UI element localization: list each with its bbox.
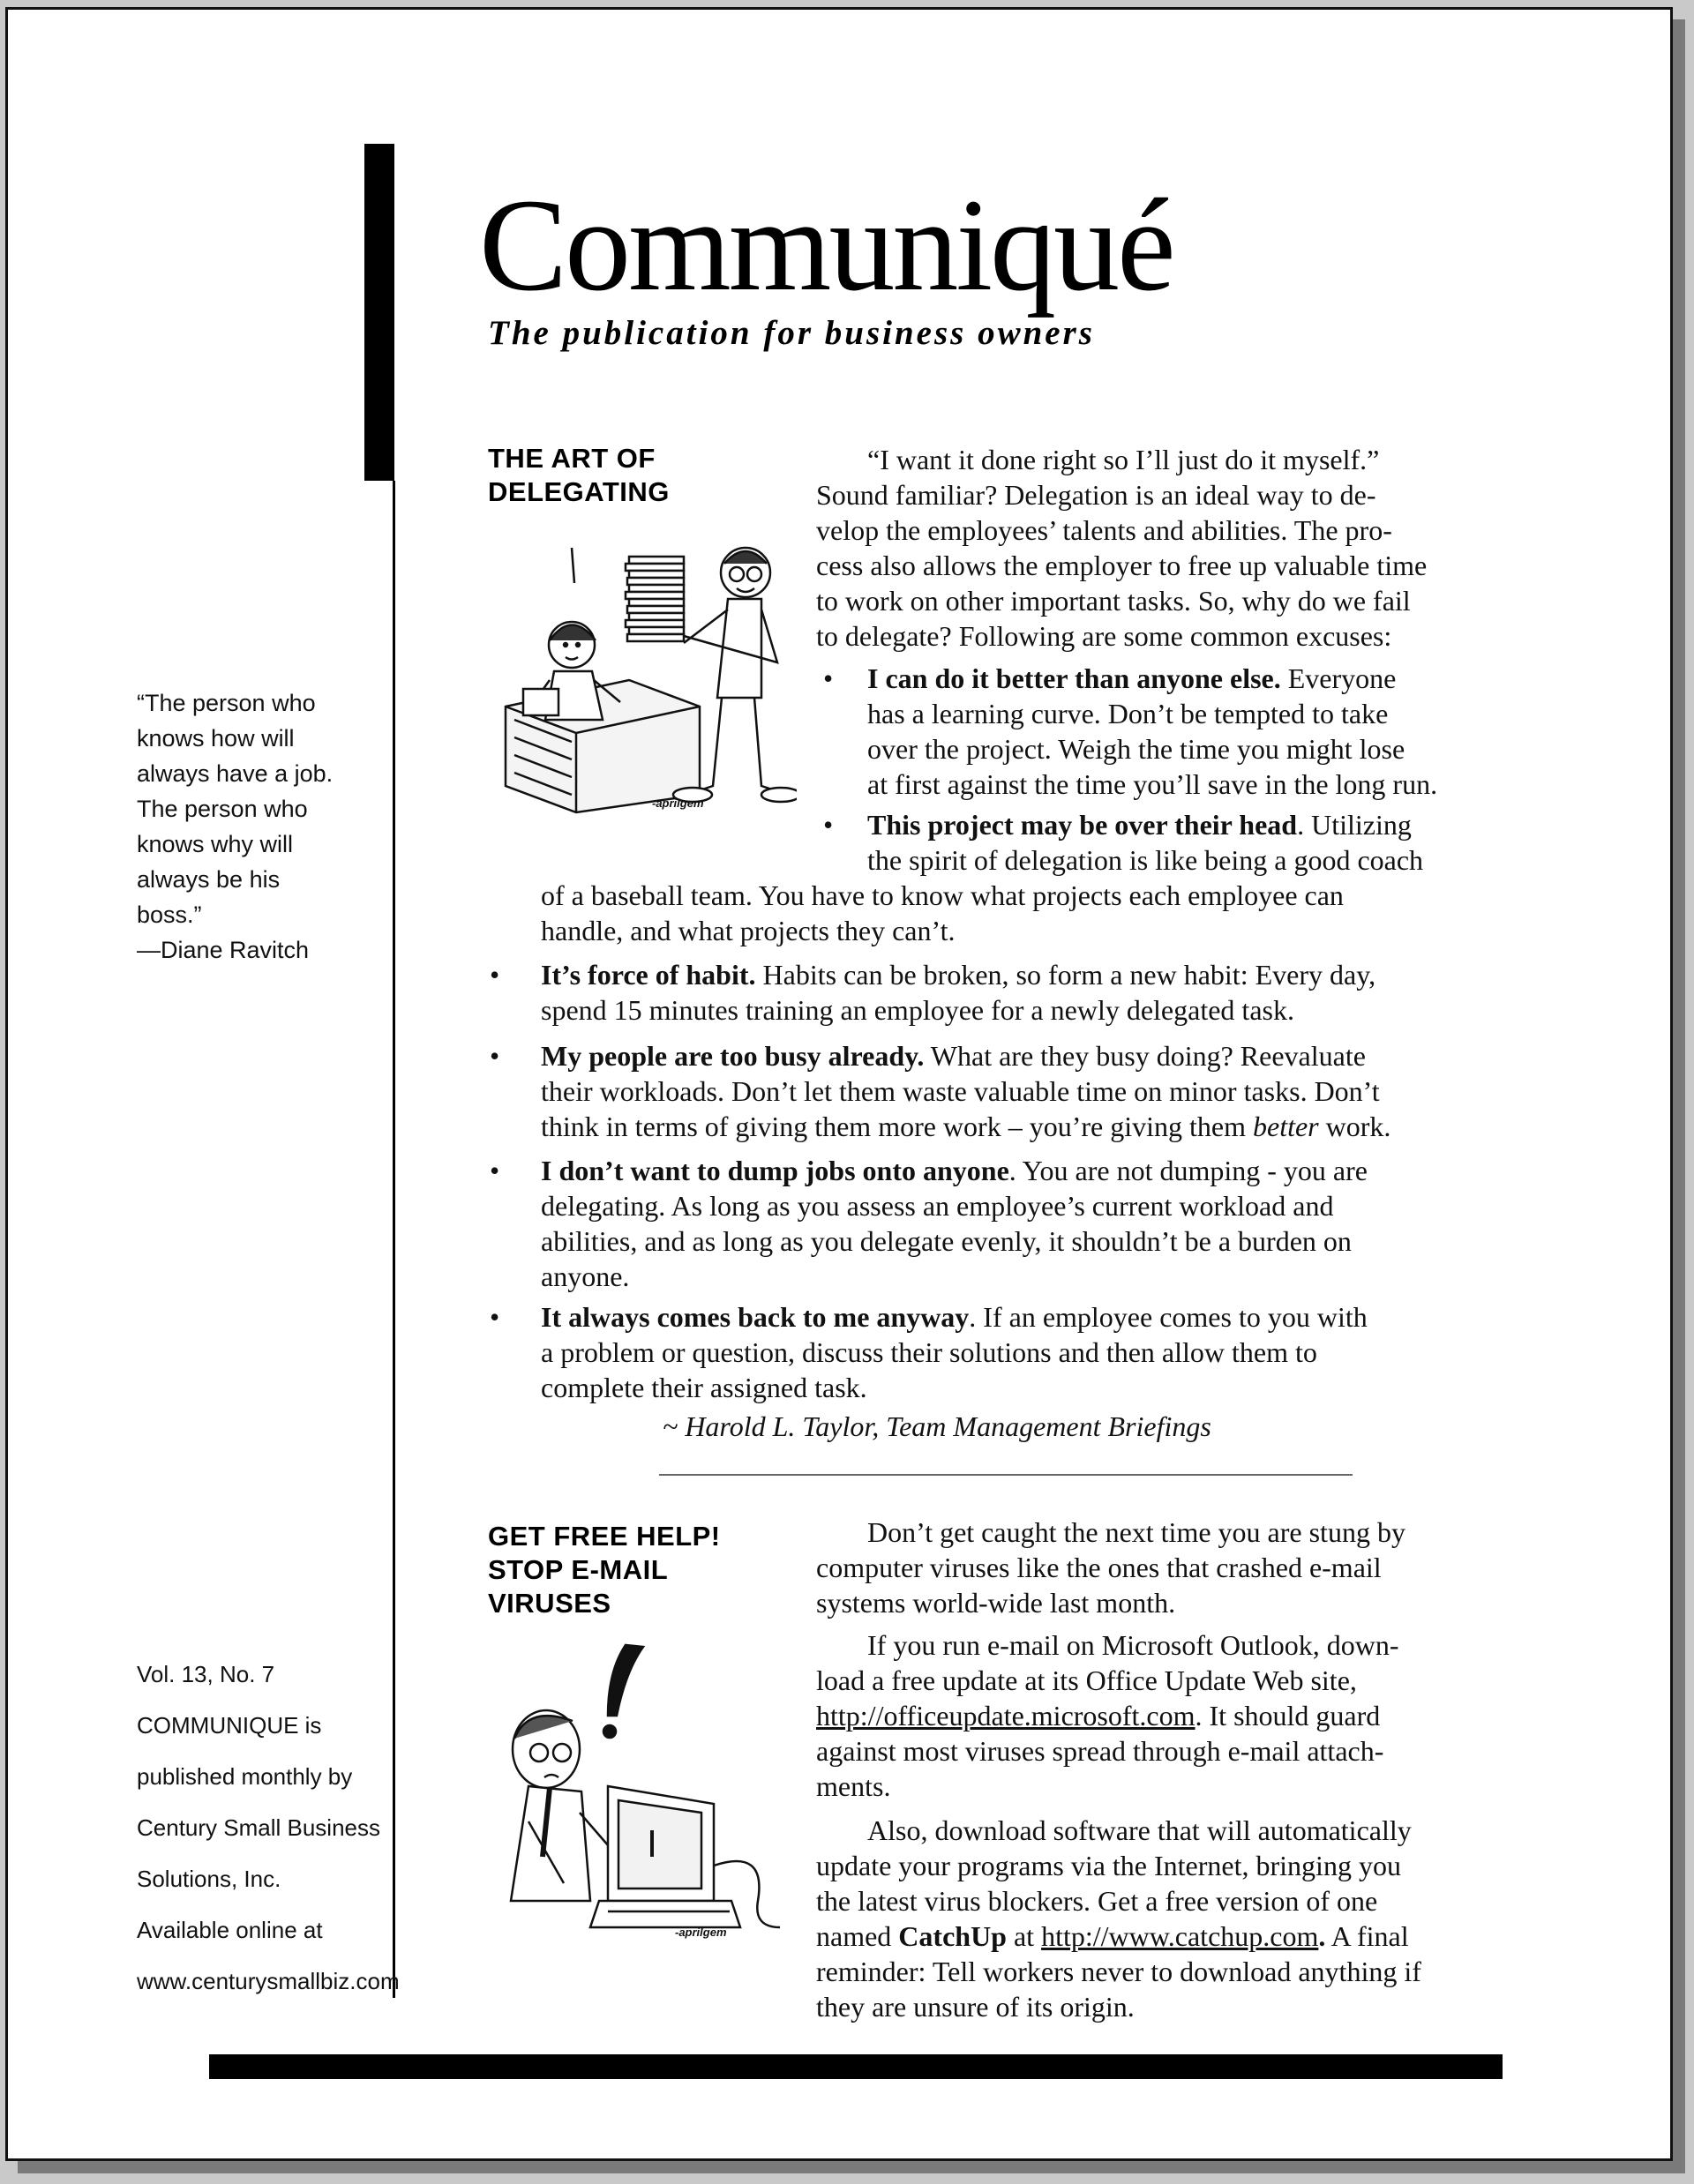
masthead — [479, 172, 1511, 364]
illustration-credit: -aprilgem — [652, 797, 704, 810]
volume-number: Vol. 13, No. 7 — [137, 1661, 275, 1687]
bullet-icon: • — [490, 1040, 500, 1072]
info-line: Solutions, Inc. — [137, 1866, 281, 1892]
office-update-link[interactable]: http://officeupdate.microsoft.com — [816, 1700, 1196, 1731]
info-line: Century Small Business — [137, 1814, 380, 1841]
article-heading: GET FREE HELP! STOP E-MAIL VIRUSES — [488, 1521, 721, 1619]
list-item: This project may be over their head. Utilizing the spirit of delegation is like being a good coach — [867, 809, 1424, 876]
vertical-accent-bar — [364, 144, 394, 481]
info-line: published monthly by — [137, 1763, 353, 1790]
illustration-credit: -aprilgem — [675, 1926, 727, 1939]
footer-bar — [209, 2054, 1503, 2079]
publication-info — [137, 1649, 401, 2007]
computer-virus-illustration — [476, 1636, 784, 1954]
info-line: Available online at — [137, 1917, 323, 1943]
bullet-icon: • — [490, 959, 500, 991]
delegating-illustration — [497, 530, 797, 821]
list-item: It always comes back to me anyway. If an employee comes to you with a problem or question, discuss their solutions and then allow them to complete their assigned task. — [541, 1301, 1368, 1403]
quote-author: —Diane Ravitch — [137, 937, 310, 963]
quote-text: “The person who knows how will always have a job. The person who knows why will always be his boss.” — [137, 690, 334, 928]
bullet-icon: • — [823, 662, 834, 694]
masthead-subtitle: The publication for business owners — [488, 314, 1095, 352]
article-heading: THE ART OF DELEGATING — [488, 443, 670, 507]
list-item: I don’t want to dump jobs onto anyone. You are not dumping - you are delegating. As long as you assess an employee’s current workload and abilities, and as long as you delegate evenly, it shouldn’t be a burden on anyone. — [541, 1155, 1368, 1292]
article-intro: “I want it done right so I’ll just do it myself.” Sound familiar? Delegation is an ideal way to de- velop the employees’ talents and abilities. The pro- cess also allows the employer to free up valuable time to work on other important tasks. So, why do we fail to delegate? Following are some common excuses: — [816, 444, 1428, 652]
bullet-icon: • — [490, 1301, 500, 1333]
bullet-icon: • — [490, 1155, 500, 1186]
catchup-link[interactable]: http://www.catchup.com — [1041, 1920, 1319, 1952]
article-paragraph: Also, download software that will automatically update your programs via the Internet, bringing you the latest virus blockers. Get a free version of one named CatchUp at http://www.catchup.com. A final reminder: Tell workers never to download anything if they are unsure of its origin. — [816, 1814, 1421, 2023]
website-url: www.centurysmallbiz.com — [137, 1968, 400, 1994]
masthead-title: Communiqué — [479, 172, 1173, 318]
article-attribution: ~ Harold L. Taylor, Team Management Briefings — [663, 1410, 1211, 1442]
article-paragraph: Don’t get caught the next time you are stung by computer viruses like the ones that crashed e-mail systems world-wide last month. — [816, 1516, 1405, 1619]
list-item: My people are too busy already. What are they busy doing? Reevaluate their workloads. Don’t let them waste valuable time on minor tasks. Don’t think in terms of giving them more work – you’re giving them better work. — [541, 1040, 1391, 1142]
list-item: It’s force of habit. Habits can be broken, so form a new habit: Every day, spend 15 minutes training an employee for a newly delegated task. — [541, 959, 1376, 1026]
section-divider — [659, 1474, 1353, 1476]
bullet-icon: • — [823, 809, 834, 841]
list-item-continued: of a baseball team. You have to know what projects each employee can handle, and what projects they can’t. — [541, 879, 1344, 946]
list-item: I can do it better than anyone else. Everyone has a learning curve. Don’t be tempted to take over the project. Weigh the time you might lose at first against the time you’ll save in the long run. — [867, 662, 1438, 800]
newsletter-page — [5, 7, 1673, 2161]
sidebar-quote — [137, 685, 349, 968]
article-paragraph: If you run e-mail on Microsoft Outlook, down- load a free update at its Office Update Web site, http://officeupdate.microsoft.com. It should guard against most viruses spread through e-mail attach- ments. — [816, 1629, 1399, 1802]
info-line: COMMUNIQUE is — [137, 1712, 322, 1739]
